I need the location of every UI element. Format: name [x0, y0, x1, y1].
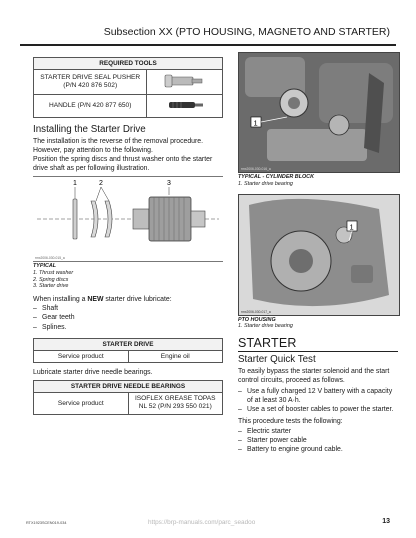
table-row — [34, 70, 223, 95]
figure-caption-cylinder-block — [238, 174, 398, 188]
caption-title: TYPICAL - CYLINDER BLOCK — [238, 174, 314, 180]
table-cell: Engine oil — [128, 350, 223, 362]
list-item: – Starter power cable — [238, 436, 398, 445]
required-tools-heading: REQUIRED TOOLS — [34, 58, 223, 70]
lubricate-intro — [33, 295, 223, 304]
handle-image — [147, 95, 223, 118]
right-column — [238, 52, 398, 454]
table-row — [34, 350, 223, 362]
left-column — [33, 52, 223, 415]
figure-caption-pto-housing — [238, 317, 398, 331]
starter-section-title: STARTER — [238, 336, 297, 350]
needle-bearings-table — [33, 380, 223, 415]
callout-2: 2 — [99, 180, 103, 188]
section-rule — [238, 351, 398, 352]
figure-code: rmx2006-030-017_a — [241, 309, 271, 314]
figure-code: rmx2006-030-015_a — [35, 256, 65, 261]
page-header-title: Subsection XX (PTO HOUSING, MAGNETO AND STARTER) — [103, 26, 390, 38]
starter-drive-table-heading: STARTER DRIVE — [34, 338, 223, 350]
handle-icon — [155, 95, 215, 115]
list-item: – Use a set of booster cables to power the starter. — [238, 405, 398, 414]
page-number: 13 — [382, 518, 390, 525]
footer-doc-code: RTX1923SCEN019-034 — [26, 521, 67, 525]
caption-title: PTO HOUSING — [238, 316, 276, 323]
caption-item: 1. Starter drive bearing — [238, 180, 293, 187]
starter-drive-exploded-illustration — [33, 177, 223, 261]
install-paragraph-1: The installation is the reverse of the removal procedure. However, pay attention to the following. — [33, 137, 204, 154]
callout-1: 1 — [73, 180, 77, 188]
list-item: – Gear teeth — [33, 313, 223, 322]
callout-1: 1 — [349, 222, 354, 231]
lubricate-intro-text-end: starter drive lubricate: — [103, 296, 172, 304]
lubricate-intro-text: When installing a — [33, 296, 88, 304]
tests-list — [238, 427, 398, 454]
tool-name-handle: HANDLE (P/N 420 877 650) — [34, 95, 147, 118]
install-paragraph-2: Position the spring discs and thrust washer onto the starter drive shaft as per following illustration. — [33, 155, 213, 173]
figure-starter-drive-assembly — [33, 176, 223, 262]
header-rule — [20, 44, 396, 46]
starter-quick-test-title: Starter Quick Test — [238, 354, 316, 366]
table-row — [34, 392, 223, 414]
installing-starter-drive-title: Installing the Starter Drive — [33, 124, 146, 135]
seal-pusher-image — [147, 70, 223, 95]
list-item: – Battery to engine ground cable. — [238, 445, 398, 454]
caption-item: 1. Thrust washer — [33, 269, 74, 276]
footer-watermark-url: https://brp-manuals.com/parc_seadoo — [148, 519, 256, 526]
required-tools-table — [33, 57, 223, 118]
callout-3: 3 — [167, 180, 171, 188]
table-row — [34, 95, 223, 118]
figure-pto-housing — [238, 194, 400, 316]
table-cell: Service product — [34, 350, 129, 362]
figure-code: rmx2006-030-016_a — [241, 167, 271, 171]
lubricate-list — [33, 304, 223, 331]
callout-1: 1 — [253, 118, 258, 128]
tests-intro: This procedure tests the following: — [238, 418, 343, 426]
caption-item: 2. Spring discs — [33, 276, 69, 283]
needle-bearing-text: Lubricate starter drive needle bearings. — [33, 368, 153, 376]
tool-name-seal-pusher: STARTER DRIVE SEAL PUSHER (P/N 420 876 502) — [34, 70, 147, 95]
caption-item: 1. Starter drive bearing — [238, 323, 293, 330]
list-item: – Splines. — [33, 323, 223, 332]
starter-drive-table — [33, 338, 223, 363]
list-item: – Electric starter — [238, 427, 398, 436]
seal-pusher-icon — [155, 70, 215, 92]
figure-caption-typical — [33, 263, 223, 290]
cylinder-block-photo — [239, 53, 399, 172]
quick-test-steps — [238, 387, 398, 414]
list-item: – Use a fully charged 12 V battery with a capacity of at least 30 A·h. — [238, 387, 398, 405]
figure-cylinder-block — [238, 52, 400, 173]
quick-test-intro: To easily bypass the starter solenoid and the start control circuits, proceed as follows. — [238, 367, 390, 385]
table-cell: ISOFLEX GREASE TOPAS NL 52 (P/N 293 550 021) — [128, 392, 223, 414]
needle-bearings-heading: STARTER DRIVE NEEDLE BEARINGS — [34, 380, 223, 392]
pto-housing-photo — [239, 195, 399, 315]
table-cell: Service product — [34, 392, 129, 414]
caption-title: TYPICAL — [33, 263, 57, 270]
lubricate-new-emphasis: NEW — [87, 296, 104, 304]
list-item: – Shaft — [33, 304, 223, 313]
caption-item: 3. Starter drive — [33, 283, 69, 290]
